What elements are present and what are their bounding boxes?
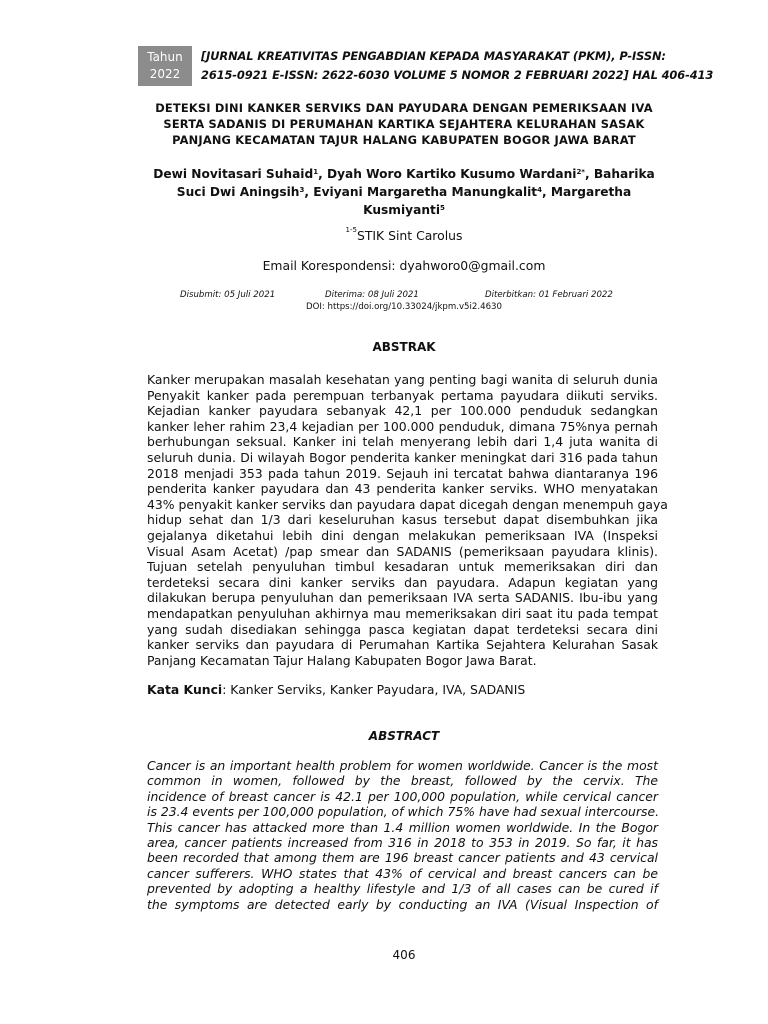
page-number: 406 (392, 948, 416, 962)
submitted-date: Disubmit: 05 Juli 2021 (180, 290, 276, 300)
abstrak-line: Kanker merupakan masalah kesehatan yang penting bagi wanita di seluruh dunia (147, 372, 658, 387)
abstrak-line: kanker leher rahim 23,4 kejadian per 100.000 penduduk, dimana 75%nya pernah (147, 418, 658, 434)
author-name: Dewi Novitasari Suhaid (153, 167, 314, 181)
abstract-line: incidence of breast cancer is 42.1 per 100,000 population, while cervical cancer (147, 788, 658, 804)
correspondence-email: Email Korespondensi: dyahworo0@gmail.com (262, 258, 546, 273)
author-line (150, 183, 658, 201)
keywords (147, 682, 658, 697)
abstrak-line: mendapatkan penyuluhan akhirnya mau memeriksakan diri saat itu pada tempat (147, 605, 658, 621)
affiliation-mark: 1-5 (345, 226, 357, 234)
author-line (150, 201, 658, 219)
abstrak-line: berhubungan seksual. Kanker ini telah menyerang lebih dari 1,4 juta wanita di (147, 434, 658, 450)
author-affil-mark: 3 (299, 186, 305, 194)
abstrak-line: terdeteksi secara dini kanker serviks dan payudara. Adapun kegiatan yang (147, 574, 658, 590)
journal-line-1: [JURNAL KREATIVITAS PENGABDIAN KEPADA MASYARAKAT (PKM), P-ISSN: (201, 49, 666, 63)
abstract-line: area, cancer patients increased from 316 in 2018 to 353 in 2019. So far, it has (147, 835, 658, 851)
author-affil-mark: 4 (537, 186, 543, 194)
abstract-line: Cancer is an important health problem for women worldwide. Cancer is the most (147, 758, 658, 773)
year-label: Tahun (147, 50, 183, 64)
abstract-line: the symptoms are detected early by conducting an IVA (Visual Inspection of (147, 896, 658, 912)
abstrak-line: hidup sehat dan 1/3 dari keseluruhan kasus tersebut dapat disembuhkan jika (147, 512, 658, 528)
abstrak-line: Penyakit kanker pada perempuan terbanyak pertama payudara diikuti serviks. (147, 387, 658, 403)
abstract-line: prevented by adopting a healthy lifestyle and 1/3 of all cases can be cured if (147, 881, 658, 897)
author-affil-mark: 2* (576, 168, 585, 176)
year-badge (138, 46, 192, 86)
abstrak-line: 43% penyakit kanker serviks dan payudara dapat dicegah dengan menempuh gaya (147, 496, 668, 512)
author-line (150, 165, 658, 183)
author-name: Kusmiyanti (363, 203, 440, 217)
abstract-line: cancer sufferers. WHO states that 43% of cervical and breast cancers can be (147, 865, 658, 881)
journal-line-2: 2615-0921 E-ISSN: 2622-6030 VOLUME 5 NOMOR 2 FEBRUARI 2022] HAL 406-413 (201, 68, 714, 82)
doi-link[interactable]: DOI: https://doi.org/10.33024/jkpm.v5i2.4630 (305, 302, 502, 312)
keywords-label: Kata Kunci (147, 682, 223, 697)
abstract-line: been recorded that among them are 196 breast cancer patients and 43 cervical (147, 850, 658, 866)
abstract-heading: ABSTRACT (368, 729, 440, 743)
accepted-date: Diterima: 08 Juli 2021 (325, 290, 419, 300)
abstrak-line: dilakukan berupa penyuluhan dan pemeriksaan IVA serta SADANIS. Ibu-ibu yang (147, 590, 658, 606)
author-name: , Eviyani Margaretha Manungkalit (304, 185, 538, 199)
paper-title (150, 100, 658, 148)
affiliation (150, 228, 658, 243)
author-name: , Baharika (584, 167, 655, 181)
abstrak-line: Panjang Kecamatan Tajur Halang Kabupaten Bogor Jawa Barat. (147, 652, 537, 668)
abstrak-line: penderita kanker payudara dan 43 penderita kanker serviks. WHO menyatakan (147, 481, 658, 497)
keywords-text: : Kanker Serviks, Kanker Payudara, IVA, SADANIS (222, 682, 526, 697)
abstract-line: This cancer has attacked more than 1.4 million women worldwide. In the Bogor (147, 819, 658, 835)
abstrak-body (147, 372, 668, 668)
author-name: Suci Dwi Aningsih (176, 185, 300, 199)
abstract-line: common in women, followed by the breast, followed by the cervix. The (147, 773, 658, 789)
author-affil-mark: 5 (440, 204, 445, 212)
year-value: 2022 (149, 67, 181, 81)
abstrak-line: seluruh dunia. Di wilayah Bogor penderita kanker meningkat dari 316 pada tahun (147, 449, 658, 465)
abstrak-line: Visual Asam Acetat) /pap smear dan SADANIS (pemeriksaan payudara klinis). (147, 543, 658, 559)
published-date: Diterbitkan: 01 Februari 2022 (485, 290, 613, 300)
title-line: PANJANG KECAMATAN TAJUR HALANG KABUPATEN BOGOR JAWA BARAT (172, 133, 636, 147)
abstrak-line: 2018 menjadi 353 pada tahun 2019. Sejauh ini tercatat bahwa diantaranya 196 (147, 465, 658, 481)
author-list (150, 165, 658, 219)
running-header (138, 46, 714, 86)
journal-citation (201, 47, 714, 85)
author-name: , Dyah Woro Kartiko Kusumo Wardani (318, 167, 577, 181)
title-line: DETEKSI DINI KANKER SERVIKS DAN PAYUDARA DENGAN PEMERIKSAAN IVA (155, 101, 653, 115)
abstrak-line: Kejadian kanker payudara sebanyak 42,1 per 100.000 penduduk sedangkan (147, 403, 658, 419)
abstrak-line: kanker serviks dan payudara di Perumahan Kartika Sejahtera Kelurahan Sasak (147, 637, 658, 653)
abstrak-line: Tujuan setelah penyuluhan timbul kesadaran untuk memeriksakan diri dan (147, 559, 658, 575)
abstrak-line: gejalanya diketahui lebih dini dengan melakukan pemeriksaan IVA (Inspeksi (147, 527, 658, 543)
title-line: SERTA SADANIS DI PERUMAHAN KARTIKA SEJAHTERA KELURAHAN SASAK (163, 117, 645, 131)
author-affil-mark: 1 (313, 168, 319, 176)
affiliation-name: STIK Sint Carolus (356, 228, 463, 243)
abstract-body (147, 758, 658, 912)
abstrak-heading: ABSTRAK (372, 340, 436, 354)
author-name: , Margaretha (542, 185, 632, 199)
abstract-line: is 23.4 events per 100,000 population, of which 75% have had sexual intercourse. (147, 804, 660, 820)
abstrak-line: yang sudah disediakan sehingga pasca kegiatan dapat terdeteksi secara dini (147, 621, 658, 637)
